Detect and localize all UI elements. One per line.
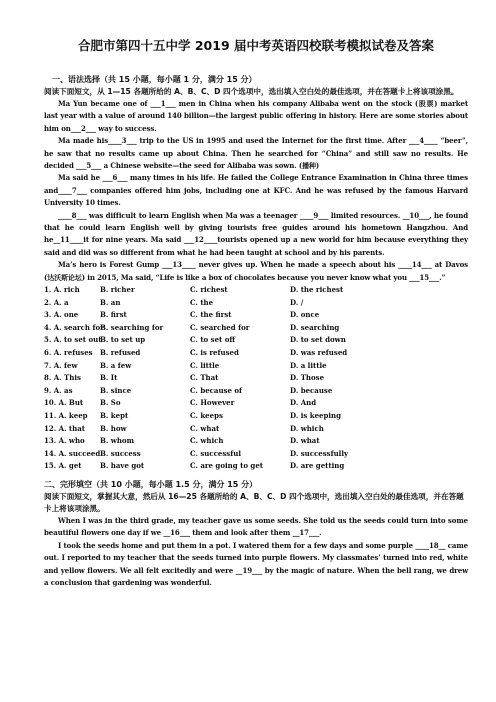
option-b: B. success [100, 448, 141, 458]
passage-paragraph: Ma Yun became one of ___1___ men in China when his company Alibaba went on the stock (股票) market last year with a value of around 140 billion—the largest public offering in history. Here are some stories about him on___2___ way to success. [44, 99, 468, 133]
option-a: 13. A. who [44, 436, 85, 446]
option-row [44, 423, 468, 436]
passage-paragraph: I took the seeds home and put them in a pot. I watered them for a few days and some purple ____18__ came out. I reported to my teacher that the seeds turned into purple flowers. My classmates’ turned into red, white and yellow flowers. We all felt excitedly and were __19___ by the magic of nature. When the bell rang, we drew a conclusion that gardening was wonderful. [44, 540, 468, 588]
section2-instruction: 阅读下面短文，掌握其大意，然后从 16—25 各题所给的 A、B、C、D 四个选项中，选出填入空白处的最佳选项，并在答题卡上将该项涂黑。 [44, 492, 464, 513]
option-b: B. to set up [100, 335, 146, 345]
option-d: D. searching [290, 322, 340, 332]
option-row [44, 284, 468, 297]
option-d: D. are getting [290, 461, 345, 471]
section2-passage [44, 515, 468, 589]
option-row [44, 309, 468, 322]
option-d: D. / [290, 297, 304, 307]
option-row [44, 322, 468, 335]
option-d: D. which [290, 423, 324, 433]
option-b: B. first [100, 310, 127, 320]
option-d: D. what [290, 436, 320, 446]
option-b: B. It [100, 373, 118, 383]
option-d: D. Those [290, 373, 325, 383]
option-row [44, 385, 468, 398]
option-c: C. keeps [190, 411, 223, 421]
section1-passage [44, 98, 468, 284]
option-b: B. an [100, 297, 121, 307]
option-c: C. because of [190, 385, 243, 395]
option-row [44, 448, 468, 461]
option-a: 8. A. This [44, 373, 81, 383]
section1-instruction: 阅读下面短文，从 1—15 各题所给的 A、B、C、D 四个选项中，选出填入空白处的最佳选项，并在答题卡上将该项涂黑。 [44, 87, 459, 96]
option-d: D. is keeping [290, 411, 342, 421]
option-b: B. whom [100, 436, 134, 446]
option-row [44, 460, 468, 473]
option-a: 11. A. keep [44, 411, 88, 421]
option-a: 4. A. search for [44, 322, 104, 332]
option-a: 2. A. a [44, 297, 69, 307]
option-b: B. since [100, 385, 132, 395]
option-d: D. was refused [290, 348, 348, 358]
option-a: 10. A. But [44, 398, 84, 408]
option-b: B. refused [100, 348, 141, 358]
option-b: B. a few [100, 360, 132, 370]
option-row [44, 297, 468, 310]
option-row [44, 372, 468, 385]
option-c: C. are going to get [190, 461, 264, 471]
option-c: C. which [190, 436, 224, 446]
passage-paragraph: ____8___ was difficult to learn English when Ma was a teenager ____9___ limited resources. __10___, he found that he could learn English well by giving tourists free guides around his hometown Hangzhou. And he__11____it for nine years. Ma said ___12____tourists opened up a new world for him because everything they said and did was so different from what he had been taught at school and by his parents. [44, 210, 468, 257]
option-c: C. richest [190, 285, 228, 295]
option-a: 12. A. that [44, 423, 86, 433]
option-d: D. successfully [290, 448, 349, 458]
option-b: B. kept [100, 411, 129, 421]
option-a: 7. A. few [44, 360, 78, 370]
option-b: B. So [100, 398, 121, 408]
passage-paragraph: Ma’s hero is Forest Gump ___13____ never gives up. When he made a speech about his ____14___ at Davos (达沃斯论坛) in 2015, Ma said, “Life is like a box of chocolates because you never know what you ___15___.” [44, 260, 468, 282]
option-c: C. the [190, 297, 214, 307]
option-d: D. And [290, 398, 317, 408]
option-a: 14. A. succeed [44, 448, 101, 458]
passage-paragraph: Ma made his____3___ trip to the US in 1995 and used the Internet for the first time. After ___4____ “beer”, he saw that no results came up about China. Then he searched for “China” and still saw no results. He decided ___5___ a Chinese website—the seed for Alibaba was sown. (播种) [44, 136, 468, 171]
option-row [44, 435, 468, 448]
option-row [44, 410, 468, 423]
option-c: C. little [190, 360, 220, 370]
option-row [44, 334, 468, 347]
option-d: D. because [290, 385, 333, 395]
document-title: 合肥市第四十五中学 2019 届中考英语四校联考模拟试卷及答案 [78, 38, 434, 53]
option-a: 5. A. to set out [44, 335, 102, 345]
option-d: D. a little [290, 360, 327, 370]
option-a: 9. A. as [44, 385, 73, 395]
option-c: C. successful [190, 448, 241, 458]
option-d: D. once [290, 310, 320, 320]
option-b: B. how [100, 423, 127, 433]
option-c: C. is refused [190, 348, 239, 358]
passage-paragraph: When I was in the third grade, my teacher gave us some seeds. She told us the seeds could turn into some beautiful flowers one day if we __16___ them and look after them __17___. [44, 516, 468, 538]
section2-heading: 二、完形填空（共 10 小题，每小题 1.5 分，满分 15 分） [44, 480, 258, 489]
option-row [44, 347, 468, 360]
option-c: C. However [190, 398, 235, 408]
option-c: C. searched for [190, 322, 250, 332]
option-a: 6. A. refuses [44, 348, 93, 358]
option-a: 1. A. rich [44, 285, 80, 295]
option-d: D. the richest [290, 285, 344, 295]
option-d: D. to set down [290, 335, 346, 345]
section1-heading: 一、语法选择（共 15 小题，每小题 1 分，满分 15 分） [52, 75, 257, 84]
option-row [44, 360, 468, 373]
option-c: C. That [190, 373, 219, 383]
option-c: C. what [190, 423, 220, 433]
section1-options [44, 284, 468, 473]
option-b: B. searching for [100, 322, 164, 332]
option-c: C. to set off [190, 335, 236, 345]
option-a: 15. A. get [44, 461, 82, 471]
option-row [44, 397, 468, 410]
option-c: C. the first [190, 310, 232, 320]
option-b: B. richer [100, 285, 135, 295]
option-b: B. have got [100, 461, 145, 471]
option-a: 3. A. one [44, 310, 79, 320]
passage-paragraph: Ma said he ___6___ many times in his life. He failed the College Entrance Examination in China three times and____7___ companies offered him jobs, including one at KFC. And he was refused by the famous Harvard University 10 times. [44, 173, 468, 208]
